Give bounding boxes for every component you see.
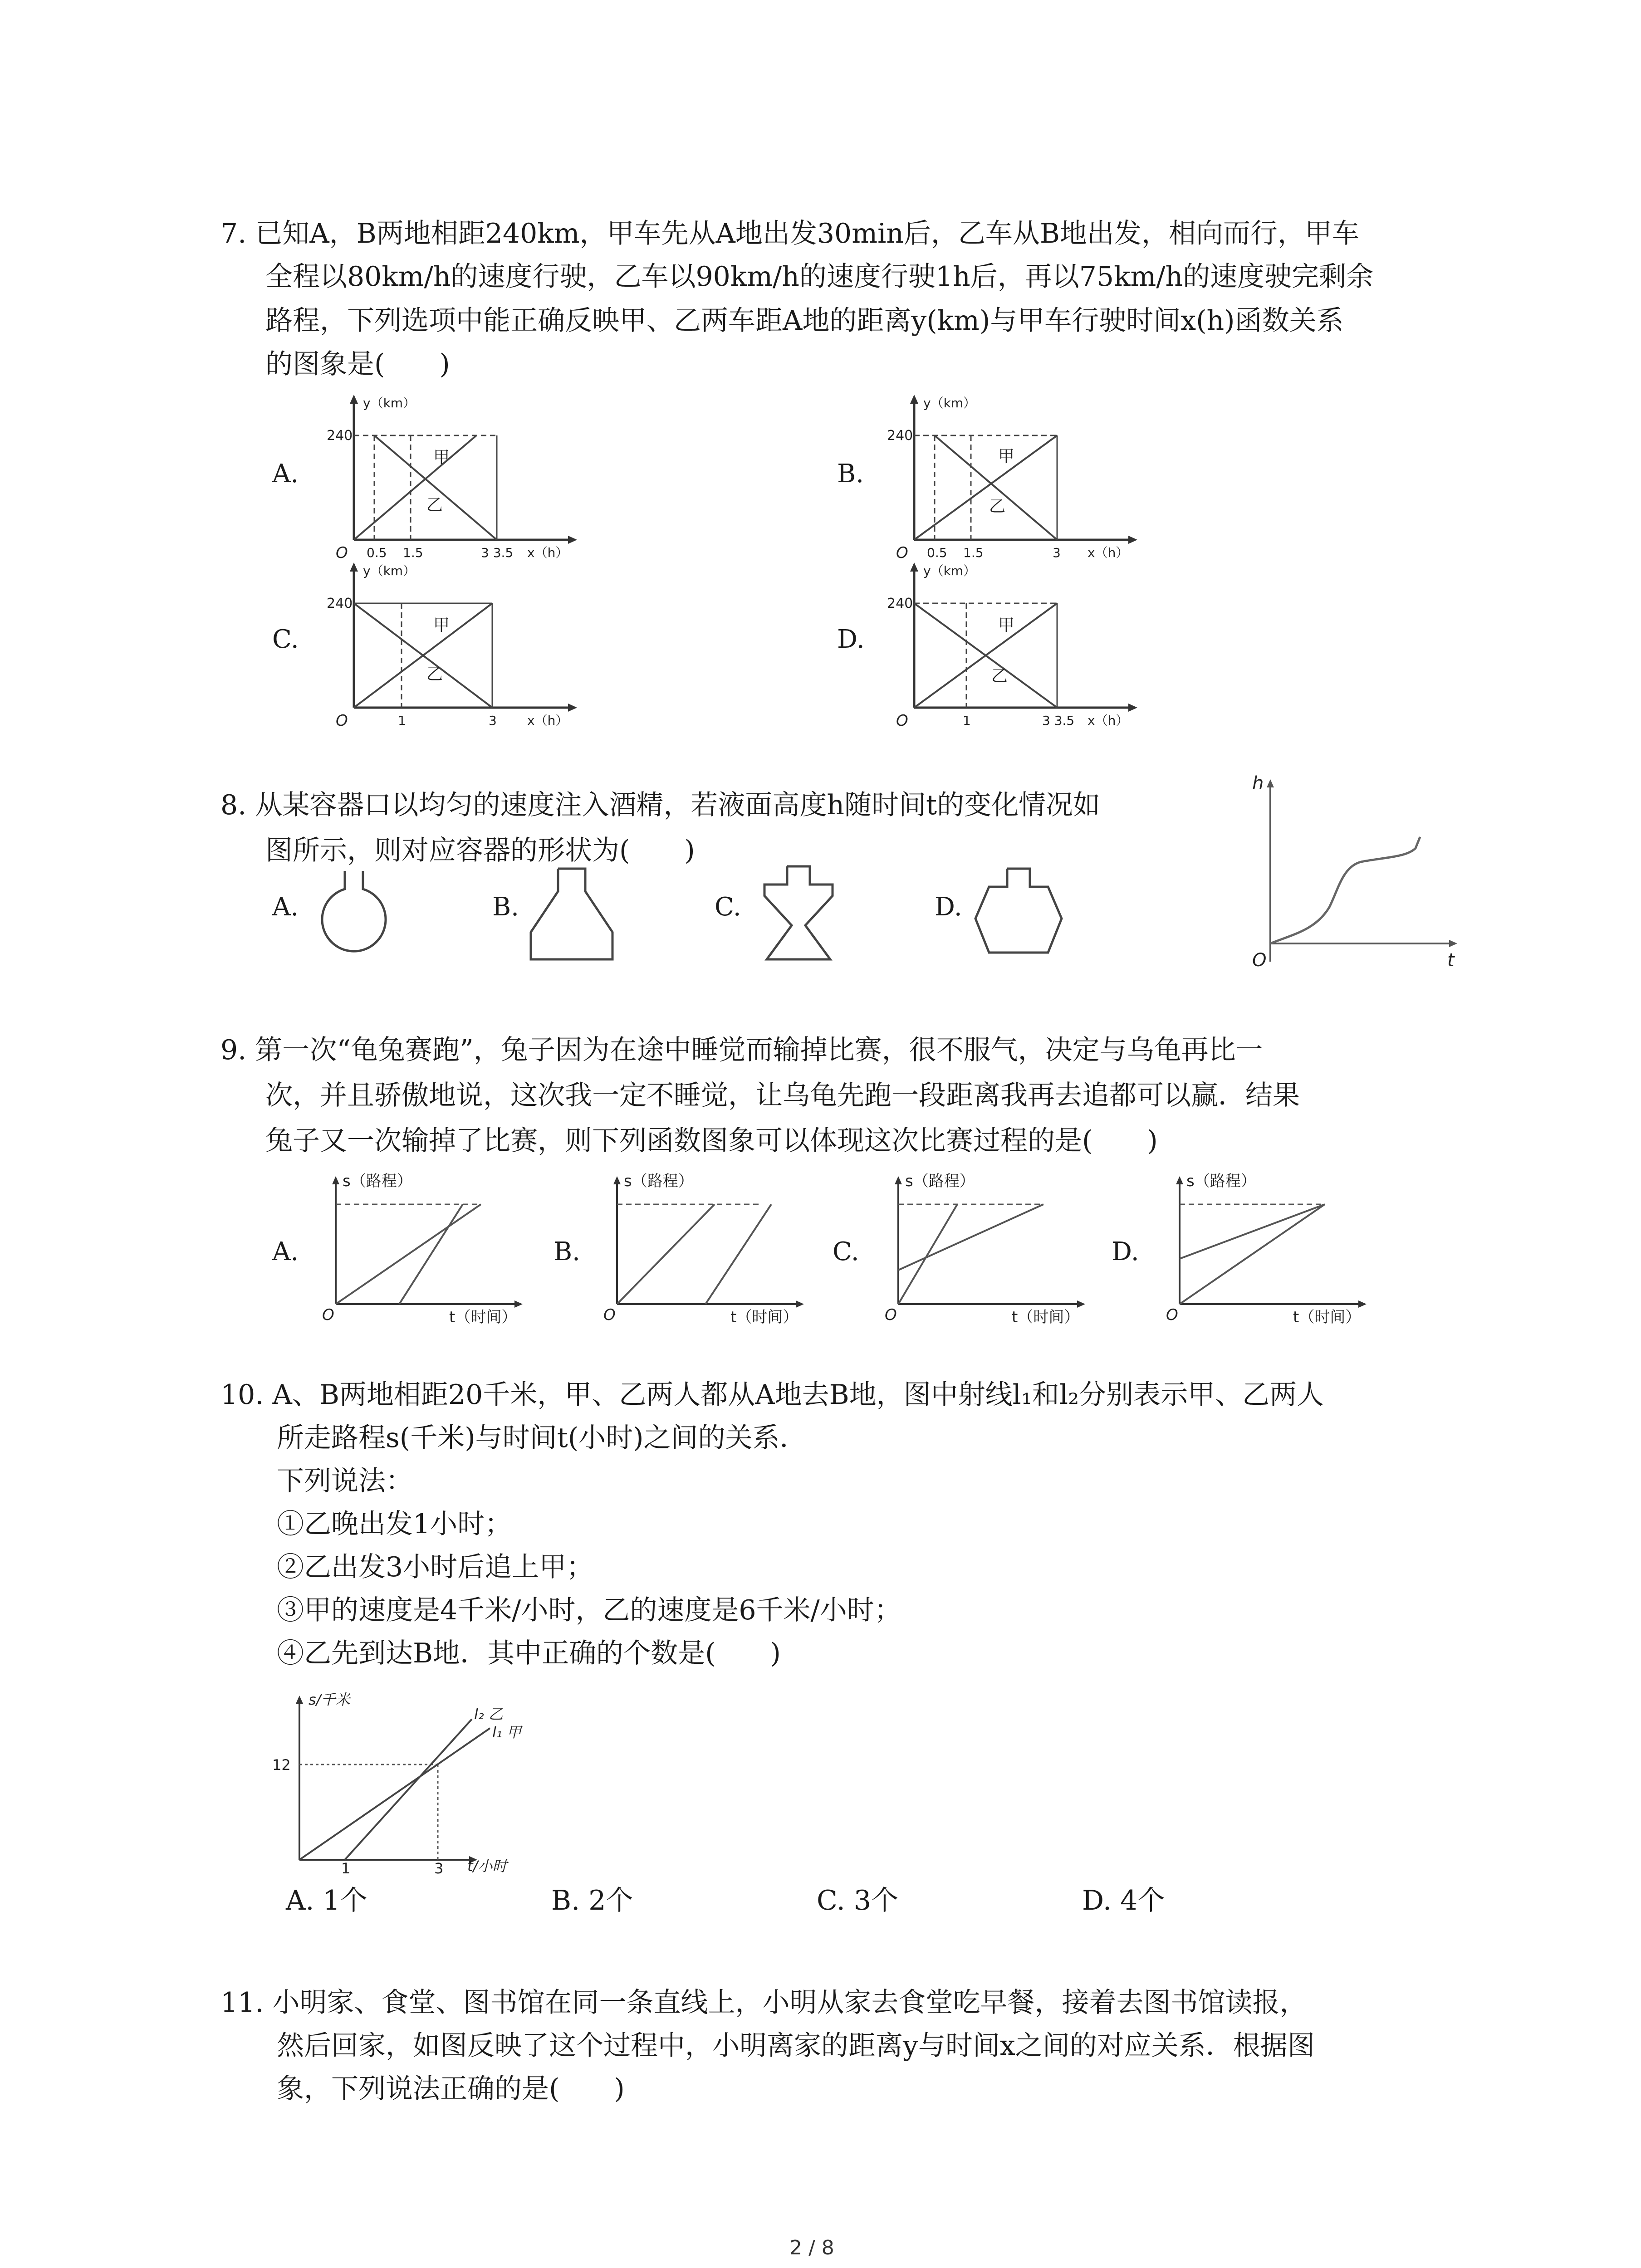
q9-graph-c [880, 1173, 1098, 1331]
q9-line-2: 次，并且骄傲地说，这次我一定不睡觉，让乌龟先跑一段距离我再去追都可以赢．结果 [265, 1080, 1300, 1111]
q9d-x-axis-label: t（时间） [1293, 1308, 1361, 1326]
q7c-series-yi: 乙 [426, 665, 443, 684]
q11-line-3: 象，下列说法正确的是( ) [277, 2073, 625, 2105]
q9d-origin: O [1166, 1306, 1178, 1324]
q9-option-c-label: C. [833, 1237, 859, 1266]
q9-graph-a [318, 1173, 535, 1331]
q7c-x-tick-2: 3 [489, 713, 497, 728]
q9-option-a-label: A. [272, 1237, 299, 1266]
q10-option-b: B. 2个 [551, 1885, 633, 1916]
q7b-origin: O [896, 544, 908, 562]
q10-line-5: ②乙出发3小时后追上甲； [277, 1551, 594, 1583]
q8-option-b-label: B. [492, 892, 519, 922]
q7d-y-axis-label: y（km） [923, 563, 976, 578]
q9-graph-d [1161, 1173, 1379, 1331]
q8-option-c-label: C. [715, 892, 741, 922]
q10-option-c: C. 3个 [817, 1885, 899, 1916]
q7b-x-axis-label: x（h） [1087, 545, 1129, 560]
q7d-origin: O [896, 712, 908, 730]
q7c-y-tick: 240 [327, 596, 353, 611]
q9b-origin: O [603, 1306, 616, 1324]
q7b-y-axis-label: y（km） [923, 396, 976, 411]
q10-option-d: D. 4个 [1082, 1885, 1165, 1916]
q8-height-time-graph [1225, 771, 1461, 980]
q9c-x-axis-label: t（时间） [1012, 1308, 1080, 1326]
q7d-x-tick-2: 3 3.5 [1042, 713, 1075, 728]
q9a-origin: O [322, 1306, 334, 1324]
q10-y-axis-label: s/千米 [309, 1691, 350, 1708]
q7d-x-axis-label: x（h） [1087, 713, 1129, 728]
q7b-series-yi: 乙 [989, 497, 1006, 516]
q7a-y-axis-label: y（km） [363, 396, 416, 411]
q10-line-7: ④乙先到达B地．其中正确的个数是( ) [277, 1637, 781, 1669]
page-number: 2 / 8 [789, 2236, 834, 2259]
q9-option-b-label: B. [554, 1237, 580, 1266]
q10-line-l1-label: l₁ 甲 [492, 1724, 521, 1741]
q7-option-c-label: C. [272, 625, 299, 654]
q7a-origin: O [336, 544, 348, 562]
q10-line-3: 下列说法： [277, 1465, 413, 1497]
q10-y-tick-12: 12 [272, 1756, 291, 1774]
q7-line-2: 全程以80km/h的速度行驶，乙车以90km/h的速度行驶1h后，再以75km/h的速度驶完剩余 [265, 261, 1374, 293]
q9d-y-axis-label: s（路程） [1186, 1172, 1256, 1190]
q7d-series-jia: 甲 [998, 616, 1015, 635]
hexagon-vessel-icon [971, 864, 1066, 964]
q10-x-axis-label: t/小时 [467, 1857, 507, 1875]
q9b-x-axis-label: t（时间） [730, 1308, 798, 1326]
q9c-y-axis-label: s（路程） [905, 1172, 975, 1190]
q7b-x-tick-1: 0.5 [927, 545, 947, 560]
q10-option-a: A. 1个 [286, 1885, 367, 1916]
q8-y-axis-label: h [1252, 773, 1264, 794]
q7a-y-tick: 240 [327, 428, 353, 444]
q7-line-3: 路程，下列选项中能正确反映甲、乙两车距A地的距离y(km)与甲车行驶时间x(h)函数关系 [265, 305, 1344, 337]
q9a-y-axis-label: s（路程） [343, 1172, 412, 1190]
q11-line-2: 然后回家，如图反映了这个过程中，小明离家的距离y与时间x之间的对应关系．根据图 [277, 2030, 1315, 2062]
q7a-x-tick-3: 3 3.5 [481, 545, 514, 560]
q9-line-3: 兔子又一次输掉了比赛，则下列函数图象可以体现这次比赛过程的是( ) [265, 1125, 1158, 1157]
q9a-x-axis-label: t（时间） [449, 1308, 517, 1326]
q10-x-tick-1: 1 [341, 1860, 351, 1877]
q9-graph-b [599, 1173, 817, 1331]
q8-line-2: 图所示，则对应容器的形状为( ) [265, 835, 695, 866]
q10-line-6: ③甲的速度是4千米/小时，乙的速度是6千米/小时； [277, 1594, 901, 1626]
q7c-origin: O [336, 712, 348, 730]
q7-graph-c [318, 562, 599, 735]
q7d-series-yi: 乙 [991, 667, 1008, 685]
q10-distance-time-graph [272, 1691, 590, 1877]
q11-line-1: 11. 小明家、食堂、图书馆在同一条直线上，小明从家去食堂吃早餐，接着去图书馆读报， [220, 1987, 1307, 2019]
q10-line-1: 10. A、B两地相距20千米，甲、乙两人都从A地去B地，图中射线l₁和l₂分别表示甲、乙两人 [220, 1379, 1324, 1411]
q7-graph-d [878, 562, 1159, 735]
q10-line-4: ①乙晚出发1小时； [277, 1508, 512, 1540]
q7c-x-axis-label: x（h） [527, 713, 568, 728]
q7a-x-tick-2: 1.5 [403, 545, 423, 560]
q8-option-a-label: A. [272, 892, 299, 922]
q8-x-axis-label: t [1447, 950, 1455, 971]
round-flask-icon [313, 866, 395, 966]
hourglass-icon [753, 862, 844, 966]
q7d-x-tick-1: 1 [963, 713, 971, 728]
q7-line-4: 的图象是( ) [265, 348, 450, 380]
q7b-x-tick-2: 1.5 [963, 545, 984, 560]
q7b-x-tick-3: 3 [1053, 545, 1061, 560]
q8-option-d-label: D. [935, 892, 962, 922]
q7c-y-axis-label: y（km） [363, 563, 416, 578]
q7d-y-tick: 240 [887, 596, 913, 611]
q8-line-1: 8. 从某容器口以均匀的速度注入酒精，若液面高度h随时间t的变化情况如 [220, 789, 1101, 821]
q7a-x-axis-label: x（h） [527, 545, 568, 560]
q9-option-d-label: D. [1112, 1237, 1139, 1266]
q7c-x-tick-1: 1 [398, 713, 406, 728]
q7a-series-jia: 甲 [433, 448, 450, 467]
q10-line-2: 所走路程s(千米)与时间t(小时)之间的关系． [277, 1422, 807, 1454]
bottle-icon [526, 864, 617, 964]
q7-option-b-label: B. [837, 459, 864, 489]
q7-line-1: 7. 已知A，B两地相距240km，甲车先从A地出发30min后，乙车从B地出发，相向而行，甲车 [220, 218, 1360, 249]
q7c-series-jia: 甲 [433, 616, 450, 635]
q7-graph-a [318, 395, 599, 567]
q8-origin: O [1252, 950, 1267, 971]
q7a-x-tick-1: 0.5 [367, 545, 387, 560]
q7b-series-jia: 甲 [998, 447, 1015, 466]
q7a-series-yi: 乙 [426, 496, 443, 514]
q7b-y-tick: 240 [887, 428, 913, 444]
q10-x-tick-3: 3 [434, 1860, 444, 1877]
q7-graph-b [878, 395, 1159, 567]
q9b-y-axis-label: s（路程） [624, 1172, 694, 1190]
q9-line-1: 9. 第一次“龟兔赛跑”，兔子因为在途中睡觉而输掉比赛，很不服气，决定与乌龟再比一 [220, 1034, 1263, 1066]
q7-option-a-label: A. [272, 459, 299, 489]
q7-option-d-label: D. [837, 625, 865, 654]
q10-line-l2-label: l₂ 乙 [474, 1706, 503, 1723]
q9c-origin: O [885, 1306, 897, 1324]
